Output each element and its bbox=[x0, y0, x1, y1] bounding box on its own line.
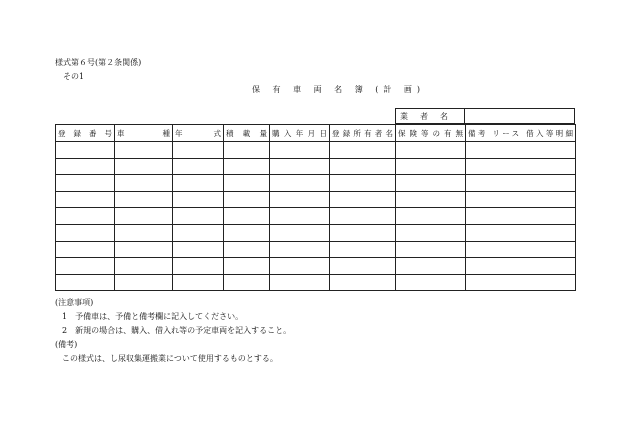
table-cell[interactable] bbox=[396, 208, 466, 225]
table-row bbox=[56, 175, 576, 192]
table-cell[interactable] bbox=[270, 175, 330, 192]
table-cell[interactable] bbox=[115, 258, 173, 275]
table-cell[interactable] bbox=[396, 224, 466, 241]
table-row bbox=[56, 158, 576, 175]
remarks-text: この様式は、し尿収集運搬業について使用するものとする。 bbox=[62, 354, 278, 363]
table-cell[interactable] bbox=[173, 208, 224, 225]
table-cell[interactable] bbox=[270, 191, 330, 208]
table-cell[interactable] bbox=[115, 158, 173, 175]
table-cell[interactable] bbox=[270, 208, 330, 225]
table-cell[interactable] bbox=[466, 258, 576, 275]
table-cell[interactable] bbox=[270, 224, 330, 241]
table-cell[interactable] bbox=[466, 224, 576, 241]
table-cell[interactable] bbox=[115, 191, 173, 208]
table-cell[interactable] bbox=[330, 208, 396, 225]
table-cell[interactable] bbox=[56, 175, 115, 192]
document-title: 保 有 車 両 名 簿 (計 画) bbox=[252, 85, 426, 94]
table-cell[interactable] bbox=[56, 191, 115, 208]
table-cell[interactable] bbox=[173, 258, 224, 275]
table-cell[interactable] bbox=[56, 274, 115, 291]
table-cell[interactable] bbox=[115, 224, 173, 241]
table-row bbox=[56, 241, 576, 258]
table-cell[interactable] bbox=[173, 241, 224, 258]
table-row bbox=[56, 142, 576, 159]
table-cell[interactable] bbox=[396, 191, 466, 208]
column-header-model-year: 年式 bbox=[173, 125, 224, 142]
table-row bbox=[56, 258, 576, 275]
table-cell[interactable] bbox=[224, 274, 270, 291]
remarks-heading: (備考) bbox=[55, 340, 78, 349]
table-cell[interactable] bbox=[466, 241, 576, 258]
table-cell[interactable] bbox=[224, 158, 270, 175]
table-cell[interactable] bbox=[173, 142, 224, 159]
column-header-insurance: 保険等の有無 bbox=[396, 125, 466, 142]
column-header-remarks: 備考 リース 借入等明細 bbox=[466, 125, 576, 142]
table-cell[interactable] bbox=[466, 175, 576, 192]
table-row bbox=[56, 191, 576, 208]
table-cell[interactable] bbox=[330, 241, 396, 258]
sub-number: その1 bbox=[63, 72, 85, 81]
table-row bbox=[56, 208, 576, 225]
table-cell[interactable] bbox=[330, 191, 396, 208]
table-cell[interactable] bbox=[224, 191, 270, 208]
vehicle-register-table bbox=[55, 124, 576, 291]
table-cell[interactable] bbox=[224, 224, 270, 241]
column-header-registered-owner: 登録所有者名 bbox=[330, 125, 396, 142]
table-header-row bbox=[56, 125, 576, 142]
business-name-box bbox=[395, 108, 575, 124]
table-cell[interactable] bbox=[224, 142, 270, 159]
table-cell[interactable] bbox=[56, 142, 115, 159]
table-cell[interactable] bbox=[56, 224, 115, 241]
table-cell[interactable] bbox=[56, 158, 115, 175]
table-cell[interactable] bbox=[224, 258, 270, 275]
table-cell[interactable] bbox=[173, 274, 224, 291]
column-header-load-capacity: 積載量 bbox=[224, 125, 270, 142]
table-cell[interactable] bbox=[115, 208, 173, 225]
form-number: 様式第６号(第２条関係) bbox=[55, 58, 142, 67]
column-header-vehicle-type: 車種 bbox=[115, 125, 173, 142]
table-cell[interactable] bbox=[115, 241, 173, 258]
table-cell[interactable] bbox=[115, 274, 173, 291]
table-cell[interactable] bbox=[396, 142, 466, 159]
table-cell[interactable] bbox=[330, 224, 396, 241]
note-item: 1 予備車は、予備と備考欄に記入してください。 bbox=[62, 312, 244, 321]
table-cell[interactable] bbox=[396, 175, 466, 192]
business-name-label: 業者名 bbox=[396, 109, 465, 123]
table-cell[interactable] bbox=[173, 175, 224, 192]
table-cell[interactable] bbox=[270, 158, 330, 175]
table-row bbox=[56, 274, 576, 291]
table-cell[interactable] bbox=[466, 191, 576, 208]
table-cell[interactable] bbox=[466, 274, 576, 291]
business-name-field[interactable] bbox=[465, 109, 574, 123]
table-cell[interactable] bbox=[396, 158, 466, 175]
table-cell[interactable] bbox=[115, 142, 173, 159]
table-cell[interactable] bbox=[56, 241, 115, 258]
table-cell[interactable] bbox=[56, 258, 115, 275]
table-cell[interactable] bbox=[466, 142, 576, 159]
table-cell[interactable] bbox=[330, 274, 396, 291]
table-cell[interactable] bbox=[115, 175, 173, 192]
column-header-purchase-date: 購入年月日 bbox=[270, 125, 330, 142]
table-cell[interactable] bbox=[396, 258, 466, 275]
table-cell[interactable] bbox=[396, 274, 466, 291]
table-cell[interactable] bbox=[466, 158, 576, 175]
notes-heading: (注意事項) bbox=[55, 298, 94, 307]
table-cell[interactable] bbox=[173, 158, 224, 175]
note-item: 2 新規の場合は、購入、借入れ等の予定車両を記入すること。 bbox=[62, 326, 292, 335]
table-cell[interactable] bbox=[173, 191, 224, 208]
table-cell[interactable] bbox=[270, 241, 330, 258]
table-cell[interactable] bbox=[466, 208, 576, 225]
table-cell[interactable] bbox=[56, 208, 115, 225]
table-cell[interactable] bbox=[330, 175, 396, 192]
table-cell[interactable] bbox=[330, 258, 396, 275]
table-row bbox=[56, 224, 576, 241]
table-cell[interactable] bbox=[396, 241, 466, 258]
table-cell[interactable] bbox=[270, 258, 330, 275]
table-cell[interactable] bbox=[173, 224, 224, 241]
table-cell[interactable] bbox=[270, 274, 330, 291]
table-cell[interactable] bbox=[330, 142, 396, 159]
table-cell[interactable] bbox=[224, 241, 270, 258]
column-header-registration-number: 登録番号 bbox=[56, 125, 115, 142]
table-cell[interactable] bbox=[224, 208, 270, 225]
table-cell[interactable] bbox=[330, 158, 396, 175]
table-cell[interactable] bbox=[224, 175, 270, 192]
table-cell[interactable] bbox=[270, 142, 330, 159]
